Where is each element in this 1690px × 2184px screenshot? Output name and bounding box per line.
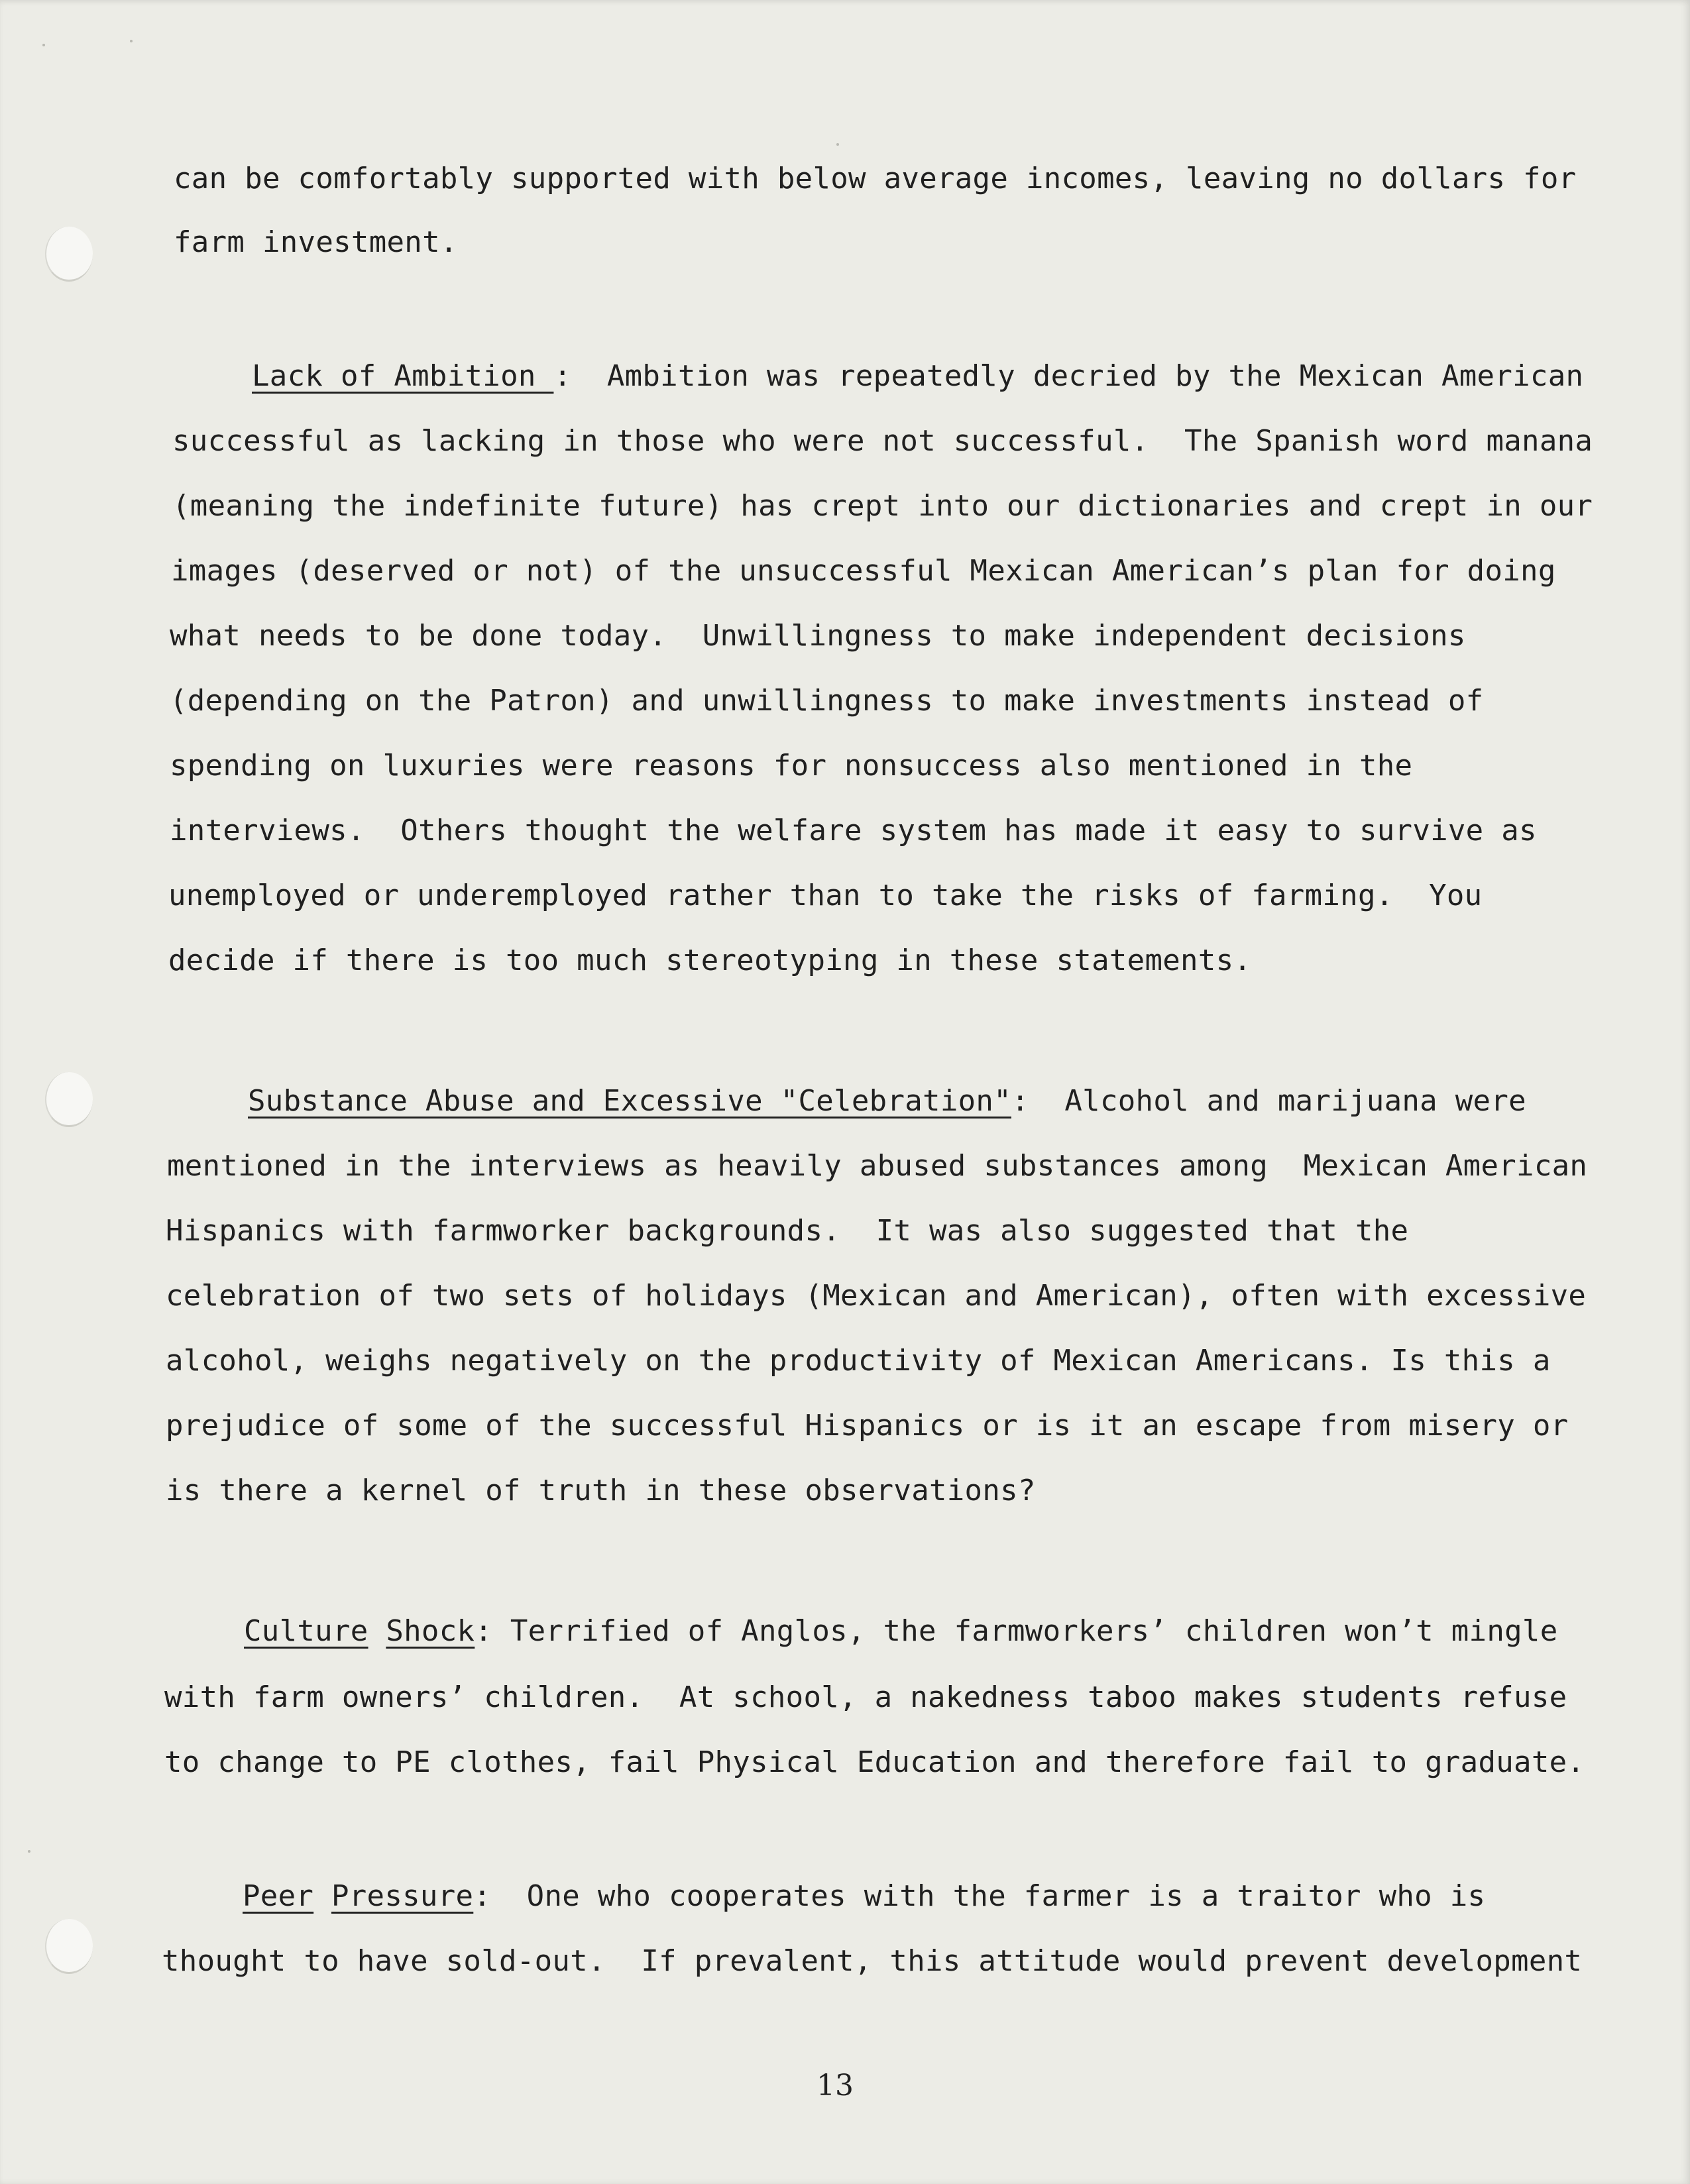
paragraph-first-line	[243, 1878, 1485, 1915]
text-segment: One who cooperates with the farmer is a traitor who is	[491, 1879, 1486, 1913]
text-line: what needs to be done today. Unwillingness to make independent decisions	[170, 619, 1466, 653]
heading-colon: :	[1011, 1084, 1029, 1118]
text-line: prejudice of some of the successful Hispanics or is it an escape from misery or	[166, 1409, 1569, 1443]
text-line: images (deserved or not) of the unsuccessful Mexican American’s plan for doing	[171, 554, 1556, 588]
text-line: is there a kernel of truth in these observations?	[166, 1474, 1036, 1507]
text-line: can be comfortably supported with below average incomes, leaving no dollars for	[174, 162, 1577, 195]
text-segment: Alcohol and marijuana were	[1029, 1084, 1526, 1118]
heading-substance-abuse: Substance Abuse and Excessive "Celebration"	[248, 1084, 1011, 1118]
heading-culture: Culture	[244, 1614, 368, 1648]
text-line: (depending on the Patron) and unwillingness to make investments instead of	[170, 684, 1484, 718]
text-line: alcohol, weighs negatively on the productivity of Mexican Americans. Is this a	[166, 1344, 1551, 1378]
page-number: 13	[817, 2069, 854, 2102]
text-line: mentioned in the interviews as heavily abused substances among Mexican American	[167, 1149, 1588, 1183]
text-line: Hispanics with farmworker backgrounds. It was also suggested that the	[166, 1214, 1409, 1248]
text-line: interviews. Others thought the welfare system has made it easy to survive as	[170, 814, 1537, 847]
text-line: thought to have sold-out. If prevalent, this attitude would prevent development	[162, 1944, 1583, 1978]
text-line: decide if there is too much stereotyping in these statements.	[168, 944, 1252, 977]
text-line: (meaning the indefinite future) has crept into our dictionaries and crept in our	[172, 489, 1593, 523]
heading-colon: :	[473, 1879, 492, 1913]
text-line: farm investment.	[174, 225, 458, 259]
heading-pressure: Pressure	[331, 1879, 474, 1913]
paragraph-first-line	[244, 1613, 1558, 1650]
text-line: spending on luxuries were reasons for nonsuccess also mentioned in the	[170, 749, 1413, 783]
text-line: unemployed or underemployed rather than to take the risks of farming. You	[168, 879, 1483, 912]
paragraph-first-line	[248, 1083, 1526, 1120]
heading-colon: :	[475, 1614, 493, 1648]
text-line: with farm owners’ children. At school, a nakedness taboo makes students refuse	[164, 1680, 1567, 1714]
text-segment: Ambition was repeatedly decried by the Mexican American	[571, 359, 1584, 393]
heading-lack-of-ambition: Lack of Ambition	[252, 359, 554, 393]
heading-peer: Peer	[243, 1879, 314, 1913]
text-line: celebration of two sets of holidays (Mexican and American), often with excessive	[166, 1279, 1587, 1313]
paragraph-first-line	[252, 358, 1583, 395]
heading-colon: :	[553, 359, 572, 393]
text-line: to change to PE clothes, fail Physical Education and therefore fail to graduate.	[164, 1745, 1585, 1779]
text-line: successful as lacking in those who were not successful. The Spanish word manana	[172, 424, 1593, 458]
text-segment: Terrified of Anglos, the farmworkers’ children won’t mingle	[492, 1614, 1558, 1648]
heading-shock: Shock	[386, 1614, 475, 1648]
